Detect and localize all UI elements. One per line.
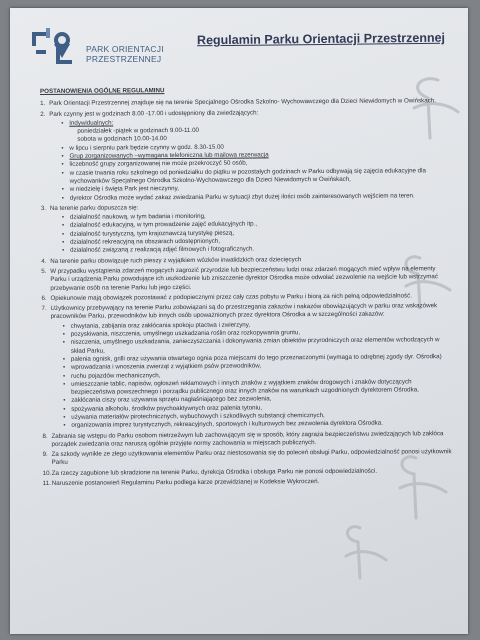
list-item: • pozyskiwania, niszczenia, umyślnego uszkadzania roślin oraz rozkopywania gruntu, (63, 328, 452, 339)
list-item: • działalność edukacyjną, w tym prowadzenie zajęć edukacyjnych itp., (62, 220, 451, 231)
point-2 (40, 108, 451, 203)
list-item: • w lipcu i sierpniu park będzie czynny w godz. 8.30-15.00 (61, 142, 450, 153)
point-text: W przypadku wystąpienia zdarzeń mogących zagrozić przyrodzie lub bezpieczeństwu ludzi oraz zdarzeń mogących mieć wpływ na elementy Parku i urządzenia Parku powodujące ich uszkodzenie lub zniszczenie dyrektor Ośrodka może odwołać zezwolenie na wejście lub wstrzymać przebywanie osób na terenie Parku lub jego części. (50, 265, 438, 292)
groups-label: Grup zorganizowanych (69, 152, 133, 160)
groups-text: –wymagana telefoniczna lub mailowa rezerwacja (132, 151, 269, 160)
list-item: • działalność turystyczną, tym krajoznawczą turystykę pieszą, (62, 228, 451, 239)
point-number: 10. (42, 469, 52, 477)
header (10, 8, 468, 88)
visitor-types-list (61, 117, 451, 203)
point-text: Zabrania się wstępu do Parku osobom nietrzeźwym lub zachowującym się w sposób, który zagraża bezpieczeństwu zwiedzających lub zakłóca porządek zwiedzania oraz naruszą ogólnie przyjęte normy zachowania w miejscach publicznych. (51, 429, 444, 448)
point-number: 5. (41, 267, 47, 275)
list-item: • działalność naukową, w tym badania i monitoring, (62, 211, 451, 222)
point-number: 9. (42, 451, 48, 459)
individual-label: Indywidualnych: (69, 119, 114, 127)
point-text: Opiekunowie mają obowiązek pozostawać z podopiecznymi przez cały czas pobytu w Parku i biorą za nich pełną odpowiedzialność. (50, 292, 412, 302)
prohibitions-list (63, 320, 453, 431)
point-8 (42, 430, 452, 449)
park-logo (32, 26, 78, 72)
saturday-hours: sobota w godzinach 10.00-14.00 (77, 135, 167, 144)
point-text: Za szkody wynikłe ze złego użytkowania elementów Parku oraz niestosowania się do poleceń obsługi Parku, odpowiedzialność ponosi użytkownik Parku (51, 448, 452, 467)
point-text: Na terenie parku obowiązuje ruch pieszy z wyjątkiem wózków inwalidzkich oraz dziecięcych (50, 255, 302, 265)
point-number: 7. (41, 305, 47, 313)
list-item: • działalność rekreacyjną na obszarach udostępnionych, (62, 236, 451, 247)
list-item: • wprowadzania i wnoszenia zwierząt z wyjątkiem psów przewodników, (63, 361, 452, 372)
list-item: • działalność związaną z realizacją zdjęć filmowych i fotograficznych. (62, 244, 451, 255)
org-name (86, 44, 186, 64)
list-item: • liczebność grupy zorganizowanej nie może przekroczyć 50 osób, (62, 159, 451, 170)
point-text: Park Orientacji Przestrzennej znajduje się na terenie Specjalnego Ośrodka Szkolno- Wychowawczego dla Dzieci Niewidomych w Owińskach. (49, 97, 436, 108)
document-title: Regulamin Parku Orientacji Przestrzennej (196, 30, 446, 48)
notice-board (10, 8, 468, 634)
weekday-hours: poniedziałek -piątek w godzinach 9.00-11.00 (77, 127, 199, 135)
list-item: • w czasie trwania roku szkolnego od poniedziałku do piątku w pozostałych godzinach w Parku odbywają się zajęcia edukacyjne dla wychowanków Specjalnego Ośrodka Szkolno-Wychowawczego dla Dzieci Niewidomych w Owińskach, (62, 167, 451, 186)
point-text: Na terenie parku dopuszcza się: (49, 204, 139, 212)
point-9 (43, 448, 453, 467)
list-item: • chwytania, zabijania oraz zakłócania spokoju ptactwa i zwierzyny, (63, 320, 452, 331)
point-text: Naruszenie postanowień Regulaminu Parku podlega karze przewidzianej w Kodeksie Wykroczeń. (51, 478, 320, 487)
regulations-body (40, 85, 453, 488)
list-item: • palenia ognisk, grilli oraz używania otwartego ognia poza miejscami do tego przeznaczonymi (wymaga to odrębnej zgody dyr. Ośrodka) (63, 353, 452, 364)
point-number: 3. (40, 204, 47, 212)
list-item: • ruchu pojazdów mechanicznych, (63, 370, 452, 381)
list-item: • organizowania imprez turystycznych, rekreacyjnych, sportowych i kulturowych bez zezwolenia dyrektora Ośrodka. (63, 419, 452, 430)
allowed-activities-list (62, 211, 451, 255)
point-10 (43, 467, 453, 478)
point-number: 4. (41, 257, 47, 265)
point-number: 6. (41, 294, 47, 302)
point-number: 8. (42, 432, 48, 440)
point-5 (41, 265, 451, 293)
list-item (61, 117, 450, 145)
list-item: • umieszczanie tablic, napisów, ogłoszeń reklamowych i innych znaków z wyjątkiem znaków drogowych i znaków dotyczących bezpieczeństwa powszechnego i porządku publicznego oraz innych znaków na warunkach uzgodnionych dyrektorem Ośrodka, (63, 378, 452, 397)
list-item: • zakłócania ciszy oraz używania sprzętu nagłaśniającego bez zezwolenia, (63, 395, 452, 406)
point-number: 1. (40, 100, 46, 108)
org-name-line2: PRZESTRZENNEJ (86, 54, 162, 64)
point-7 (42, 302, 453, 430)
point-text: Użytkownicy przebywający na terenie Parku zobowiązani są do przestrzegania zakazów i nakazów obowiązujących w parku oraz wskazówek pracowników Parku, przewodników lub innych osób upoważnionych przez dyrektora Ośrodka a w szczególności zakazów: (50, 302, 438, 321)
point-4 (41, 255, 451, 266)
point-text: Park czynny jest w godzinach 8.00 -17.00 i udostępniony dla zwiedzających: (49, 109, 259, 118)
point-3 (41, 202, 451, 256)
list-item: • spożywania alkoholu, środków psychoaktywnych oraz palenia tytoniu, (63, 403, 452, 414)
list-item: • używania materiałów pirotechnicznych, wybuchowych i szkodliwych substancji chemicznych, (63, 411, 452, 422)
org-name-line1: PARK ORIENTACJI (86, 44, 164, 54)
point-6 (41, 292, 451, 303)
list-item: • dyrektor Ośrodka może wydać zakaz zwiedzania Parku w sytuacji zbyt dużej ilości osób zainteresowanych wejściem na teren. (62, 192, 451, 203)
point-1 (40, 97, 450, 108)
point-text: Za rzeczy zagubione lub skradzione na terenie Parku, dyrekcja Ośrodka i obsługa Parku nie ponosi odpowiedzialności. (51, 467, 378, 477)
point-number: 2. (40, 110, 46, 118)
list-item: • w niedzielę i święta Park jest nieczynny, (62, 183, 451, 194)
list-item: • niszczenia, umyślnego uszkadzania, zanieczyszczania i dokonywania zmian obiektów przyrodniczych oraz elementów wchodzących w skład Parku, (63, 336, 452, 355)
point-number: 11. (42, 479, 51, 488)
section-heading: POSTANOWIENIA OGÓLNE REGULAMINU (40, 87, 165, 95)
